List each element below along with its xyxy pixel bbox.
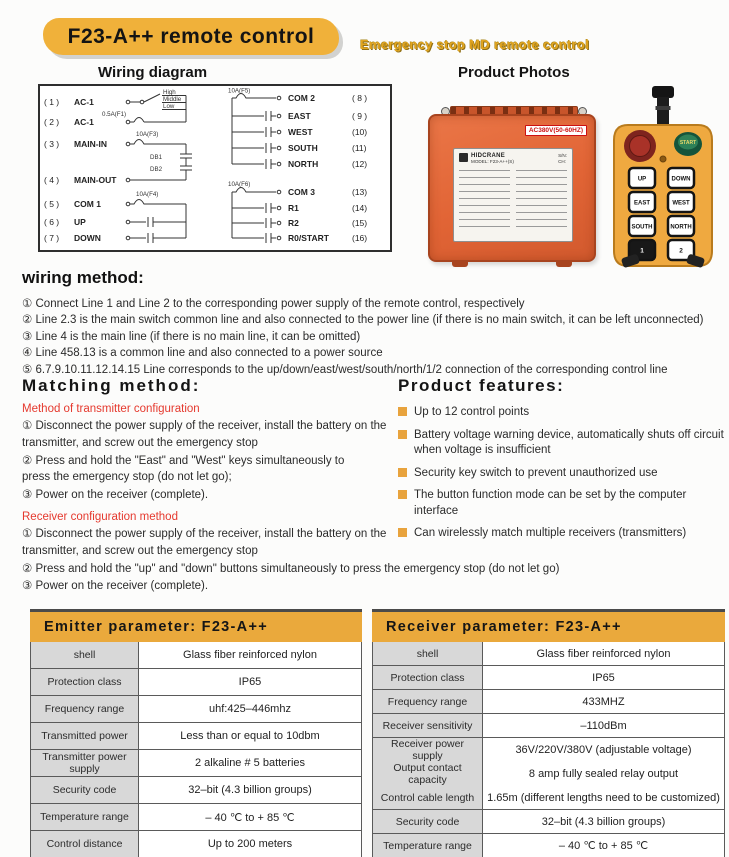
terminal-num: (16)	[352, 233, 368, 243]
table-row: Frequency range uhf:425–446mhz	[31, 696, 361, 723]
receiver-model: MODEL: F23-A++(S)	[471, 159, 514, 164]
bullet-icon	[398, 490, 407, 499]
terminal-name: MAIN-OUT	[74, 175, 117, 185]
terminal-name: COM 3	[288, 187, 315, 197]
wiring-diagram-heading: Wiring diagram	[98, 64, 208, 81]
switch-label-high: High	[163, 89, 176, 96]
matching-step: ① Disconnect the power supply of the receiver, install the battery on the transmitter, and screw out the emergency stop	[22, 420, 387, 449]
terminal-name: UP	[74, 217, 86, 227]
terminal-num: ( 7 )	[44, 233, 60, 243]
terminal-name: AC-1	[74, 117, 94, 127]
terminal-num: (11)	[352, 143, 367, 153]
emitter-parameter-table	[30, 609, 362, 857]
transmitter-drawing	[604, 86, 722, 272]
receiver-table-title: Receiver parameter: F23-A++	[372, 612, 725, 642]
product-features-heading: Product features:	[398, 376, 565, 395]
receiver-sn-label: S/N:	[558, 153, 567, 158]
product-photos-heading: Product Photos	[458, 64, 570, 81]
terminal-name: EAST	[288, 111, 311, 121]
terminal-num: ( 6 )	[44, 217, 60, 227]
switch-label-low: Low	[163, 103, 175, 110]
button-label-2: 2	[679, 247, 683, 255]
terminal-name: AC-1	[74, 97, 94, 107]
table-row: Temperature range – 40 ℃ to + 85 ℃	[373, 834, 724, 857]
matching-method-heading: Matching method:	[22, 376, 201, 395]
terminal-name: MAIN-IN	[74, 139, 108, 149]
terminal-name: WEST	[288, 127, 313, 137]
feature-item: Up to 12 control points	[398, 405, 726, 421]
terminal-num: (12)	[352, 159, 368, 169]
receiver-foot	[556, 260, 572, 267]
antenna-band	[656, 106, 671, 110]
page-subtitle: Emergency stop MD remote control	[360, 37, 590, 52]
screw-icon	[660, 156, 666, 162]
table-row: Transmitted power Less than or equal to 10dbm	[31, 723, 361, 750]
receiver-nameplate	[453, 148, 573, 242]
terminal-num: ( 9 )	[352, 111, 368, 121]
bullet-icon	[398, 528, 407, 537]
fuse-label-f4: 10A(F4)	[136, 191, 159, 198]
bullet-icon	[398, 430, 407, 439]
cap-label-db2: DB2	[150, 166, 163, 173]
button-label-west: WEST	[672, 200, 690, 207]
terminal-num: ( 1 )	[44, 97, 60, 107]
wiring-method-item: ① Connect Line 1 and Line 2 to the corresponding power supply of the remote control, respectively	[22, 298, 525, 310]
matching-step: ② Press and hold the "East" and "West" keys simultaneously to press the emergency stop (do not let go);	[22, 454, 345, 484]
terminal-num: ( 2 )	[44, 117, 60, 127]
button-label-up: UP	[637, 176, 647, 183]
table-row: Temperature range – 40 ℃ to + 85 ℃	[31, 804, 361, 831]
nameplate-mini-diagram	[459, 170, 567, 232]
button-label-1: 1	[640, 247, 644, 255]
transmitter-config-subheading: Method of transmitter configuration	[22, 403, 200, 415]
page-title: F23-A++ remote control	[67, 24, 315, 48]
button-label-down: DOWN	[671, 176, 691, 183]
bullet-icon	[398, 407, 407, 416]
wiring-diagram-box	[38, 84, 392, 252]
feature-item: The button function mode can be set by the computer interface	[398, 488, 726, 519]
cap-label-db1: DB1	[150, 154, 163, 161]
terminal-name: COM 1	[74, 199, 101, 209]
emergency-stop-knob-top	[630, 136, 651, 157]
feature-item: Security key switch to prevent unauthorized use	[398, 466, 726, 482]
terminal-name: SOUTH	[288, 143, 318, 153]
wiring-method-section	[22, 268, 722, 378]
table-row: shell Glass fiber reinforced nylon	[31, 642, 361, 669]
receiver-brand: HIDCRANE	[471, 153, 506, 159]
matching-step: ① Disconnect the power supply of the receiver, install the battery on the transmitter, and screw out the emergency stop	[22, 527, 387, 557]
terminal-num: (10)	[352, 127, 368, 137]
bullet-icon	[398, 468, 407, 477]
receiver-ch-label: CH:	[558, 159, 566, 164]
receiver-voltage-label: AC380V(50-60HZ)	[525, 125, 587, 136]
table-row: Output contact capacity 8 amp fully sealed relay output	[373, 762, 724, 786]
emitter-table-title: Emitter parameter: F23-A++	[30, 612, 362, 642]
brand-logo-icon	[459, 153, 468, 162]
terminal-name: R0/START	[288, 233, 329, 243]
terminal-num: ( 3 )	[44, 139, 60, 149]
table-row: Protection class IP65	[31, 669, 361, 696]
button-label-south: SOUTH	[631, 224, 653, 231]
wiring-method-item: ⑤ 6.7.9.10.11.12.14.15 Line corresponds to the up/down/east/west/south/north/1/2 connection of the corresponding control line	[22, 363, 668, 376]
table-row: Security code 32–bit (4.3 billion groups)	[373, 810, 724, 834]
terminal-num: (15)	[352, 218, 368, 228]
terminal-num: ( 5 )	[44, 199, 60, 209]
table-row: Protection class IP65	[373, 666, 724, 690]
fuse-label-f1: 0.5A(F1)	[102, 111, 127, 118]
table-row: shell Glass fiber reinforced nylon	[373, 642, 724, 666]
table-row: Security code 32–bit (4.3 billion groups)	[31, 777, 361, 804]
feature-item: Can wirelessly match multiple receivers (transmitters)	[398, 526, 726, 542]
matching-step: ③ Power on the receiver (complete).	[22, 489, 209, 502]
page-title-badge	[43, 18, 339, 55]
terminal-num: (14)	[352, 203, 368, 213]
terminal-num: ( 8 )	[352, 93, 368, 103]
terminal-name: R1	[288, 203, 299, 213]
fuse-label-f5: 10A(F5)	[228, 87, 251, 95]
terminal-name: R2	[288, 218, 299, 228]
antenna-cap	[652, 86, 674, 98]
fuse-label-f3: 10A(F3)	[136, 131, 159, 138]
start-button-label: START	[679, 140, 697, 146]
antenna	[657, 97, 669, 125]
receiver-photo	[428, 114, 596, 262]
table-row: Receiver power supply 36V/220V/380V (adjustable voltage)	[373, 738, 724, 762]
table-row: Transmitter power supply 2 alkaline # 5 batteries	[31, 750, 361, 777]
receiver-config-subheading: Receiver configuration method	[22, 510, 178, 523]
terminal-name: COM 2	[288, 93, 315, 103]
fuse-label-f6: 10A(F6)	[228, 181, 251, 188]
receiver-foot	[452, 260, 468, 267]
matching-step: ② Press and hold the "up" and "down" buttons simultaneously to press the emergency stop (do not let go)	[22, 562, 560, 575]
wiring-method-item: ③ Line 4 is the main line (if there is no main line, it can be omitted)	[22, 330, 361, 343]
feature-item: Battery voltage warning device, automatically shuts off circuit when voltage is insufficient	[398, 428, 726, 459]
transmitter-photo	[604, 86, 722, 272]
button-label-east: EAST	[633, 200, 651, 207]
terminal-num: (13)	[352, 187, 368, 197]
terminal-name: NORTH	[288, 159, 319, 169]
product-features-section	[398, 376, 726, 549]
wiring-method-heading: wiring method:	[22, 268, 144, 287]
terminal-num: ( 4 )	[44, 175, 60, 185]
table-row: Receiver sensitivity –110dBm	[373, 714, 724, 738]
table-row: Control distance Up to 200 meters	[31, 831, 361, 857]
wiring-method-item: ② Line 2.3 is the main switch common line and also connected to the power line (if there is no main switch, it can be left unconnected)	[22, 314, 704, 327]
table-row: Control cable length 1.65m (different lengths need to be customized)	[373, 786, 724, 810]
matching-step: ③ Power on the receiver (complete).	[22, 580, 209, 593]
wiring-method-item: ④ Line 458.13 is a common line and also connected to a power source	[22, 347, 383, 360]
button-label-north: NORTH	[670, 224, 692, 231]
wiring-diagram-schematic	[40, 86, 390, 250]
table-row: Frequency range 433MHZ	[373, 690, 724, 714]
terminal-name: DOWN	[74, 233, 101, 243]
switch-label-middle: Middle	[163, 96, 182, 103]
receiver-parameter-table	[372, 609, 725, 857]
